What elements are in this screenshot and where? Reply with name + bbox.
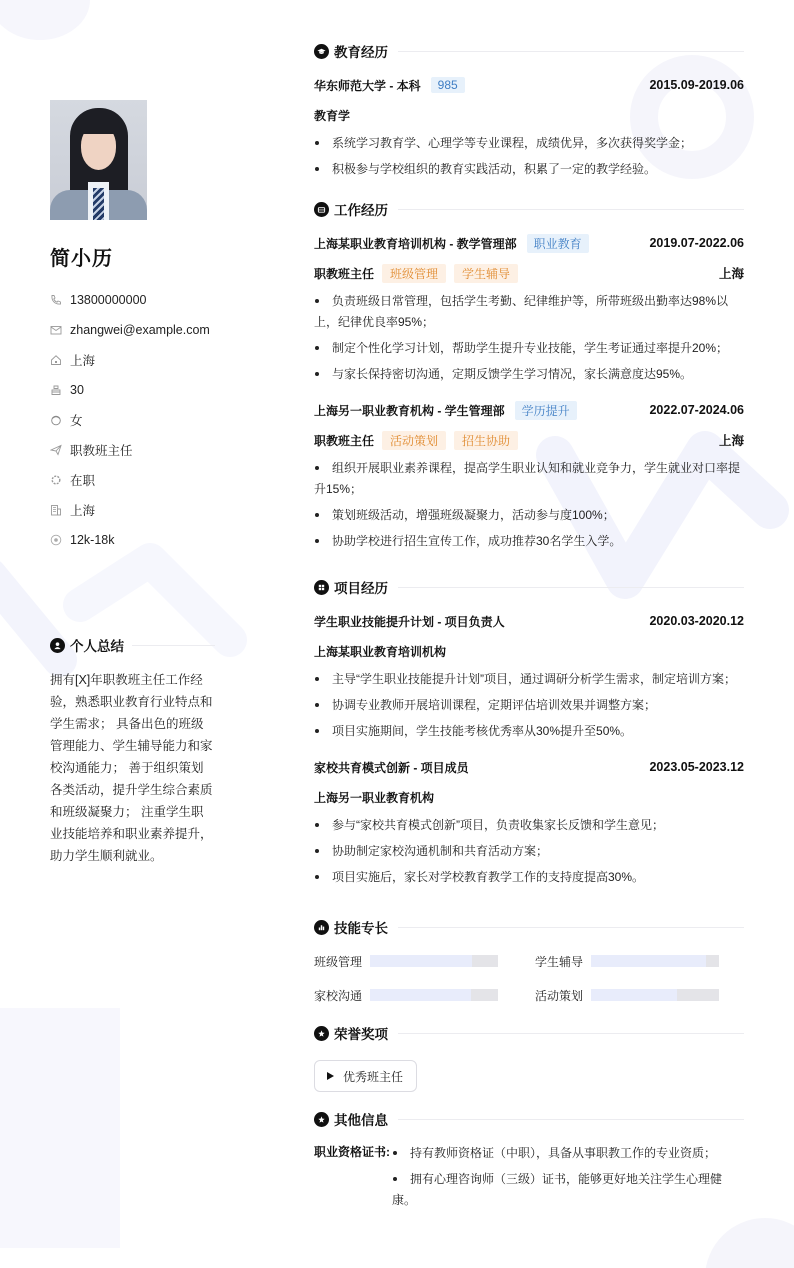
- grid-icon: [314, 580, 329, 595]
- contact-phone: 13800000000: [50, 285, 215, 315]
- company-tag: 学历提升: [515, 401, 577, 420]
- work-date: 2019.07-2022.06: [649, 236, 744, 250]
- work-bullets: [314, 288, 744, 387]
- work-entry: [314, 395, 744, 554]
- projects-section: [314, 576, 744, 890]
- certificates-list: [392, 1140, 744, 1213]
- skill-item: 活动策划: [535, 984, 744, 1006]
- project-date: 2020.03-2020.12: [649, 614, 744, 628]
- skill-bar: [591, 989, 719, 1001]
- list-item: 系统学习教育学、心理学等专业课程，成绩优异，多次获得奖学金；: [314, 130, 744, 156]
- award-item[interactable]: 优秀班主任: [314, 1060, 417, 1092]
- contact-city: 上海: [50, 495, 215, 525]
- work-bullets: [314, 455, 744, 554]
- decor-circle: [0, 0, 90, 40]
- major: 教育学: [314, 108, 351, 123]
- company-tag: 职业教育: [527, 234, 589, 253]
- salary-icon: [50, 534, 62, 546]
- decor-circle-bottom: [705, 1218, 794, 1268]
- contact-email: zhangwei@example.com: [50, 315, 215, 345]
- project-entry: [314, 606, 744, 744]
- contact-status: 在职: [50, 465, 215, 495]
- company-name: 上海某职业教育培训机构 - 教学管理部: [314, 236, 517, 251]
- contact-position: 职教班主任: [50, 435, 215, 465]
- list-item: 策划班级活动，增强班级凝聚力，活动参与度100%；: [314, 502, 744, 528]
- bar-chart-icon: [314, 920, 329, 935]
- skill-item: 学生辅导: [535, 950, 744, 972]
- list-item: 协助制定家校沟通机制和共育活动方案；: [314, 838, 744, 864]
- project-org: 上海某职业教育培训机构: [314, 644, 447, 659]
- list-item: 持有教师资格证（中职），具备从事职教工作的专业资质；: [392, 1140, 744, 1166]
- skill-bar: [370, 989, 498, 1001]
- school-name: 华东师范大学 - 本科: [314, 78, 421, 93]
- avatar-photo: [50, 100, 147, 220]
- age-icon: [50, 384, 62, 396]
- role-tag: 班级管理: [382, 264, 446, 283]
- work-section: [314, 198, 744, 554]
- contact-salary: 12k-18k: [50, 525, 215, 555]
- education-section: [314, 40, 744, 182]
- skills-section: [314, 916, 744, 1006]
- decor-rect: [0, 1008, 120, 1248]
- user-circle-icon: [50, 638, 65, 653]
- projects-heading: 项目经历: [314, 576, 744, 598]
- sidebar: [50, 100, 215, 867]
- list-item: 参与“家校共育模式创新”项目，负责收集家长反馈和学生意见；: [314, 812, 744, 838]
- work-location: 上海: [718, 434, 744, 448]
- project-name: 学生职业技能提升计划 - 项目负责人: [314, 614, 505, 629]
- summary-section: [50, 635, 215, 867]
- skill-bar: [370, 955, 498, 967]
- other-heading: 其他信息: [314, 1108, 744, 1130]
- project-bullets: [314, 812, 744, 890]
- certificates-label: 职业资格证书:: [314, 1145, 390, 1159]
- education-date: 2015.09-2019.06: [649, 78, 744, 92]
- list-item: 积极参与学校组织的教育实践活动，积累了一定的教学经验。: [314, 156, 744, 182]
- contact-gender: 女: [50, 405, 215, 435]
- awards-section: [314, 1022, 744, 1092]
- mail-icon: [50, 324, 62, 336]
- role-tag: 招生协助: [454, 431, 518, 450]
- graduation-cap-icon: [314, 44, 329, 59]
- building-icon: [50, 504, 62, 516]
- role-tag: 活动策划: [382, 431, 446, 450]
- phone-icon: [50, 294, 62, 306]
- gender-icon: [50, 414, 62, 426]
- awards-heading: 荣誉奖项: [314, 1022, 744, 1044]
- list-item: 拥有心理咨询师（三级）证书，能够更好地关注学生心理健康。: [392, 1166, 744, 1213]
- work-date: 2022.07-2024.06: [649, 403, 744, 417]
- company-name: 上海另一职业教育机构 - 学生管理部: [314, 403, 505, 418]
- play-icon: [327, 1072, 334, 1080]
- work-entry: [314, 228, 744, 387]
- list-item: 项目实施期间，学生技能考核优秀率从30%提升至50%。: [314, 718, 744, 744]
- contact-home: 上海: [50, 345, 215, 375]
- list-item: 主导“学生职业技能提升计划”项目，通过调研分析学生需求，制定培训方案；: [314, 666, 744, 692]
- job-role: 职教班主任: [314, 266, 375, 281]
- contact-age: 30: [50, 375, 215, 405]
- education-heading: 教育经历: [314, 40, 744, 62]
- project-name: 家校共育模式创新 - 项目成员: [314, 760, 469, 775]
- briefcase-icon: [314, 202, 329, 217]
- info-icon: [314, 1112, 329, 1127]
- education-entry-header: [314, 70, 744, 100]
- other-section: [314, 1108, 744, 1213]
- skill-item: 班级管理: [314, 950, 535, 972]
- role-tag: 学生辅导: [454, 264, 518, 283]
- award-icon: [314, 1026, 329, 1041]
- skills-grid: [314, 950, 744, 1006]
- school-tag: 985: [431, 77, 465, 93]
- candidate-name: 简小历: [50, 248, 113, 270]
- skills-heading: 技能专长: [314, 916, 744, 938]
- education-bullets: [314, 130, 744, 182]
- list-item: 与家长保持密切沟通，定期反馈学生学习情况，家长满意度达95%。: [314, 361, 744, 387]
- list-item: 协调专业教师开展培训课程，定期评估培训效果并调整方案；: [314, 692, 744, 718]
- certificates: [314, 1140, 744, 1213]
- status-icon: [50, 474, 62, 486]
- project-date: 2023.05-2023.12: [649, 760, 744, 774]
- project-bullets: [314, 666, 744, 744]
- list-item: 协助学校进行招生宣传工作，成功推荐30名学生入学。: [314, 528, 744, 554]
- send-icon: [50, 444, 62, 456]
- job-role: 职教班主任: [314, 433, 375, 448]
- project-entry: [314, 752, 744, 890]
- list-item: 项目实施后，家长对学校教育教学工作的支持度提高30%。: [314, 864, 744, 890]
- skill-bar: [591, 955, 719, 967]
- home-icon: [50, 354, 62, 366]
- list-item: 负责班级日常管理，包括学生考勤、纪律维护等，所带班级出勤率达98%以上，纪律优良率95%；: [314, 288, 744, 335]
- skill-item: 家校沟通: [314, 984, 535, 1006]
- project-org: 上海另一职业教育机构: [314, 790, 435, 805]
- summary-heading: 个人总结: [50, 635, 215, 655]
- work-heading: 工作经历: [314, 198, 744, 220]
- contact-list: [50, 285, 215, 555]
- list-item: 组织开展职业素养课程，提高学生职业认知和就业竞争力，学生就业对口率提升15%；: [314, 455, 744, 502]
- summary-text: 拥有[X]年职教班主任工作经验，熟悉职业教育行业特点和学生需求； 具备出色的班级管理能力、学生辅导能力和家校沟通能力； 善于组织策划各类活动，提升学生综合素质和班级凝聚力； 注重学生职业技能培养和职业素养提升，助力学生顺利就业。: [50, 673, 213, 863]
- main-content: [314, 40, 744, 1213]
- list-item: 制定个性化学习计划，帮助学生提升专业技能，学生考证通过率提升20%；: [314, 335, 744, 361]
- work-location: 上海: [718, 267, 744, 281]
